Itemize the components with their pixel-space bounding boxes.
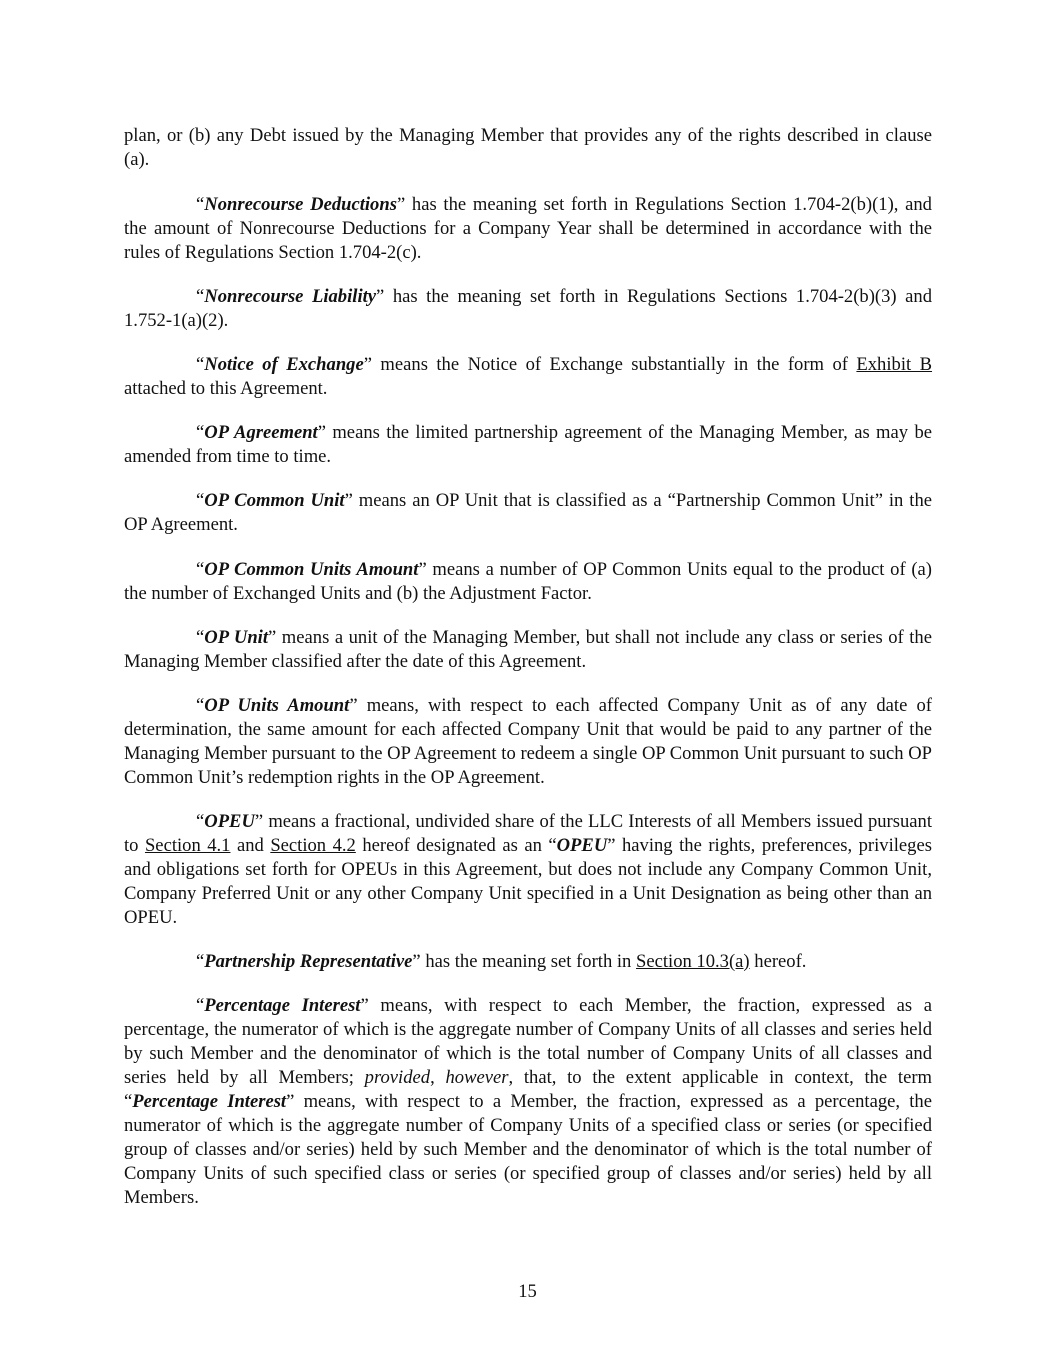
body-text: and — [230, 835, 271, 856]
definition-opeu — [124, 810, 932, 930]
italic-text: provided — [364, 1067, 431, 1088]
defined-term: Notice of Exchange — [204, 354, 364, 375]
body-text: ” means a unit of the Managing Member, but shall not include any class or series of the Managing Member classified after the date of this Agreement. — [124, 627, 932, 672]
definition-op-unit — [124, 626, 932, 674]
defined-term: OP Unit — [204, 627, 269, 648]
body-text: ” has the meaning set forth in — [412, 951, 637, 972]
defined-term: OPEU — [556, 835, 608, 856]
body-text: ” has the meaning set forth in Regulations Sections 1.704-2(b)(3) and 1.752-1(a)(2). — [124, 286, 932, 331]
cross-reference-link[interactable]: Exhibit B — [856, 354, 933, 375]
body-text: ” means, with respect to each Member, the fraction, expressed as a percentage, the numerator of which is the aggregate number of Company Units of all classes and series held by such Member and the denominator of which is the total number of Company Units of all classes and series held by all Members; — [124, 995, 932, 1088]
defined-term: Percentage Interest — [204, 995, 361, 1016]
defined-term: Partnership Representative — [204, 951, 413, 972]
definition-nonrecourse-deductions — [124, 193, 932, 265]
body-text: , — [430, 1067, 446, 1088]
definition-op-common-unit — [124, 489, 932, 537]
body-text: , that, to the extent applicable in context, the term “ — [124, 1067, 933, 1112]
defined-term: Nonrecourse Liability — [204, 286, 377, 307]
body-text: hereof. — [749, 951, 807, 972]
cross-reference-link[interactable]: Section 4.1 — [144, 835, 231, 856]
definition-percentage-interest — [124, 994, 932, 1210]
body-text: ” means the limited partnership agreement of the Managing Member, as may be amended from time to time. — [124, 422, 932, 467]
defined-term: OPEU — [204, 811, 255, 832]
body-text: “ — [196, 422, 205, 443]
definition-op-units-amount — [124, 694, 932, 790]
body-text: “ — [196, 559, 205, 580]
defined-term: Percentage Interest — [132, 1091, 287, 1112]
body-text: ” means a number of OP Common Units equal to the product of (a) the number of Exchanged Units and (b) the Adjustment Factor. — [124, 559, 932, 604]
body-text: attached to this Agreement. — [124, 378, 328, 399]
body-text: ” having the rights, preferences, privileges and obligations set forth for OPEUs in this Agreement, but does not include any Company Common Unit, Company Preferred Unit or any other Company Unit specified in a Unit Designation as being other than an OPEU. — [124, 835, 932, 928]
definition-partnership-representative — [124, 950, 932, 974]
defined-term: Nonrecourse Deductions — [204, 194, 397, 215]
body-text: “ — [196, 811, 205, 832]
body-text: “ — [196, 951, 205, 972]
defined-term: OP Common Unit — [204, 490, 345, 511]
body-text: ” has the meaning set forth in Regulations Section 1.704-2(b)(1), and the amount of Nonrecourse Deductions for a Company Year shall be determined in accordance with the rules of Regulations Section 1.704-2(c). — [124, 194, 932, 263]
body-text: “ — [196, 490, 205, 511]
body-text: “ — [196, 627, 205, 648]
body-text: “ — [196, 194, 205, 215]
cross-reference-link[interactable]: Section 10.3(a) — [636, 951, 750, 972]
body-text: ” means, with respect to a Member, the fraction, expressed as a percentage, the numerator of which is the aggregate number of Company Units of a specified class or series (or specified group of classes and/or series) held by such Member and the denominator of which is the total number of Company Units of such specified class or series (or specified group of classes and/or series) held by all Members. — [124, 1091, 932, 1208]
definition-nonrecourse-liability — [124, 285, 932, 333]
definition-op-agreement — [124, 421, 932, 469]
body-text: “ — [196, 695, 205, 716]
defined-term: OP Units Amount — [204, 695, 350, 716]
body-text: “ — [196, 286, 205, 307]
definition-continuation — [124, 124, 932, 172]
body-text: ” means the Notice of Exchange substantially in the form of — [363, 354, 857, 375]
cross-reference-link[interactable]: Section 4.2 — [270, 835, 356, 856]
body-text: ” means, with respect to each affected Company Unit as of any date of determination, the same amount for each affected Company Unit that would be paid to any partner of the Managing Member pursuant to the OP Agreement to redeem a single OP Common Unit pursuant to such OP Common Unit’s redemption rights in the OP Agreement. — [124, 695, 932, 788]
body-text: “ — [196, 354, 205, 375]
body-text: ” means an OP Unit that is classified as a “Partnership Common Unit” in the OP Agreement. — [124, 490, 932, 535]
defined-term: OP Common Units Amount — [204, 559, 419, 580]
body-text: hereof designated as an “ — [355, 835, 557, 856]
italic-text: however — [445, 1067, 509, 1088]
definition-notice-of-exchange — [124, 353, 932, 401]
definition-op-common-units-amount — [124, 558, 932, 606]
body-text: ” means a fractional, undivided share of the LLC Interests of all Members issued pursuant to — [124, 811, 932, 856]
page-number: 15 — [518, 1281, 537, 1302]
body-text: plan, or (b) any Debt issued by the Managing Member that provides any of the rights described in clause (a). — [124, 125, 932, 170]
body-text: “ — [196, 995, 205, 1016]
defined-term: OP Agreement — [204, 422, 318, 443]
